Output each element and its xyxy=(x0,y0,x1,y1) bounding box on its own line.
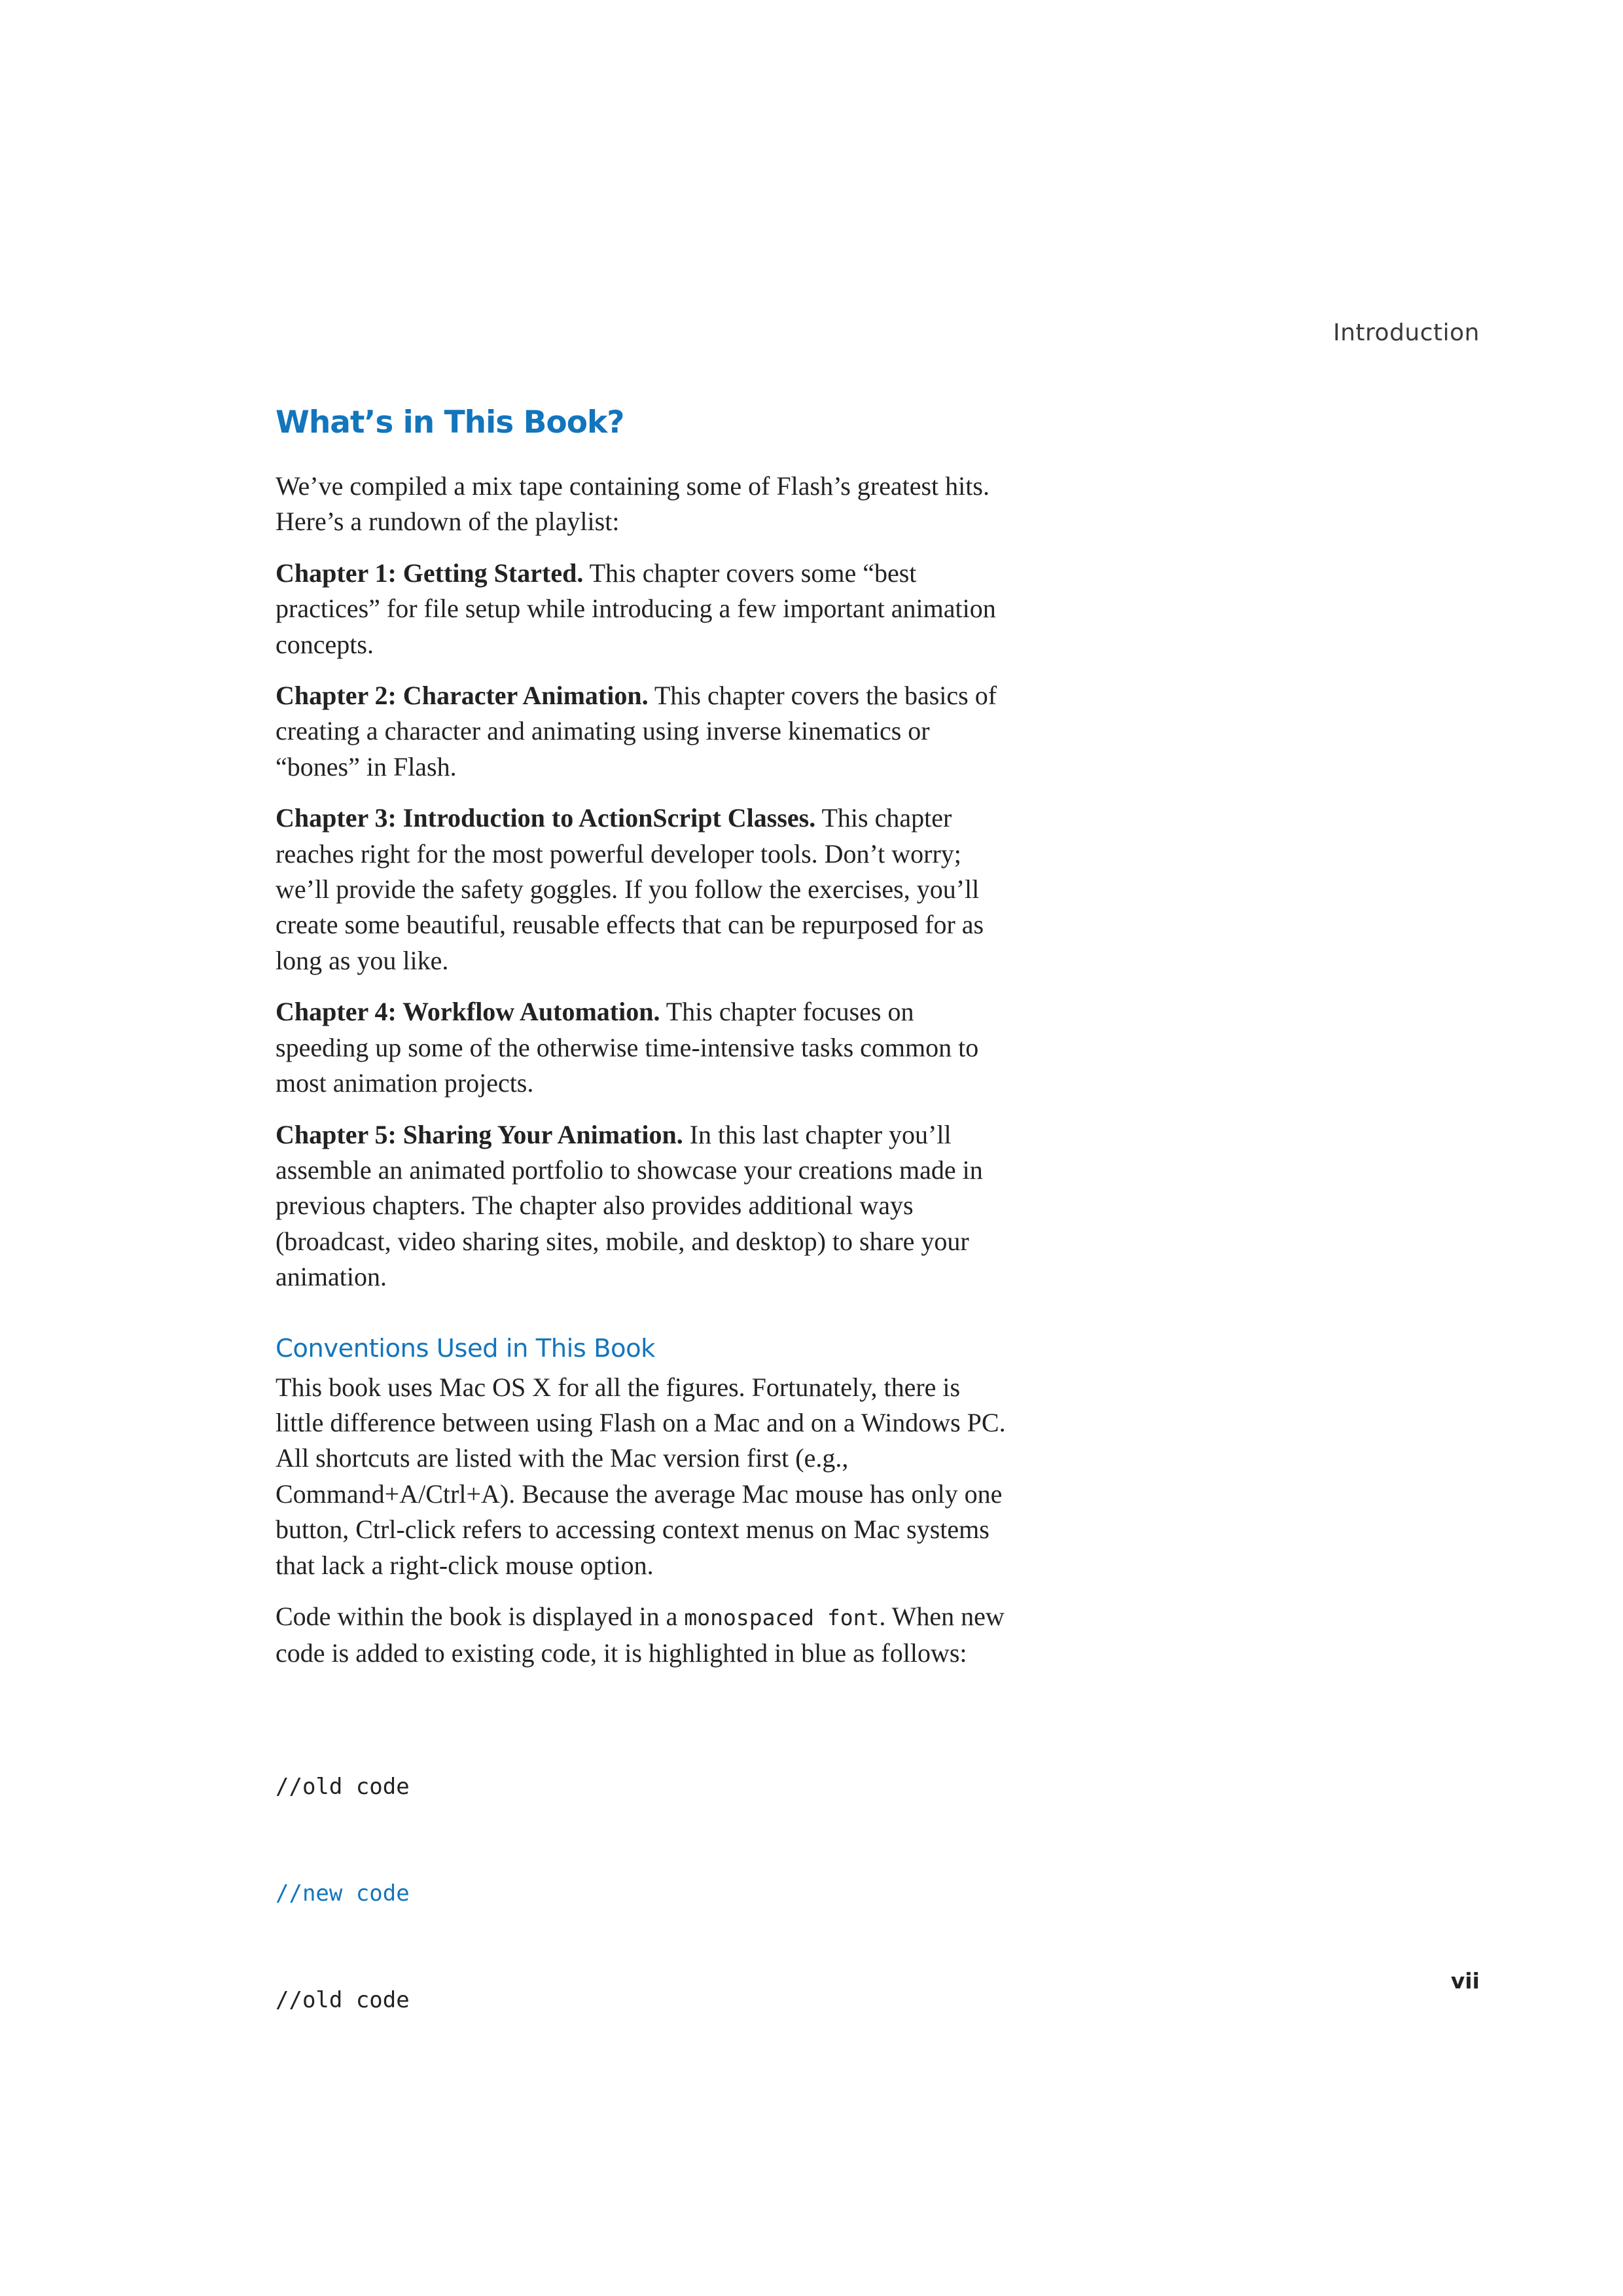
chapter-5-text: In this last chapter you’ll assemble an animated portfolio to showcase your creations made in previous chapters. The chapter also provides additional ways (broadcast, video sharing sites, mobile, and desktop) to share your animation. xyxy=(276,1119,983,1292)
chapter-2-description xyxy=(276,678,1008,785)
chapter-2-title: Chapter 2: Character Animation. xyxy=(276,681,649,711)
running-head: Introduction xyxy=(1332,319,1480,346)
chapter-5-title: Chapter 5: Sharing Your Animation. xyxy=(276,1119,683,1149)
code-line-old: //old code xyxy=(276,1987,410,2013)
conventions-paragraph-1: This book uses Mac OS X for all the figures. Fortunately, there is little difference between using Flash on a Mac and on a Windows PC. All shortcuts are listed with the Mac version first (e.g., Command+A/Ctrl+A). Because the average Mac mouse has only one button, Ctrl-click refers to accessing context menus on Mac systems that lack a right-click mouse option. xyxy=(276,1372,1006,1580)
chapter-4-description xyxy=(276,994,1008,1101)
chapter-5-description xyxy=(276,1117,1008,1295)
page-number: vii xyxy=(1450,1968,1480,1994)
code-sample-block xyxy=(276,1698,1008,2089)
inline-code-sample: monospaced font xyxy=(684,1604,880,1630)
code-intro-text-continued: . When new code is added to existing code, it is highlighted in blue as follows: xyxy=(276,1601,1005,1668)
chapter-4-text: This chapter focuses on speeding up some of the otherwise time-intensive tasks common to most animation projects. xyxy=(276,997,979,1098)
chapter-2-text: This chapter covers the basics of creating a character and animating using inverse kinematics or “bones” in Flash. xyxy=(276,681,997,781)
chapter-3-text: This chapter reaches right for the most powerful developer tools. Don’t worry; we’ll provide the safety goggles. If you follow the exercises, you’ll create some beautiful, reusable effects that can be repurposed for as long as you like. xyxy=(276,803,984,975)
conventions-paragraph-2 xyxy=(276,1599,1008,1672)
code-line-new: //new code xyxy=(276,1880,410,1907)
conventions-heading: Conventions Used in This Book xyxy=(276,1333,655,1363)
intro-paragraph: We’ve compiled a mix tape containing some of Flash’s greatest hits. Here’s a rundown of the playlist: xyxy=(276,471,990,537)
section-title: What’s in This Book? xyxy=(276,404,624,440)
chapter-3-description xyxy=(276,800,1008,978)
code-line-old: //old code xyxy=(276,1773,410,1800)
chapter-4-title: Chapter 4: Workflow Automation. xyxy=(276,997,660,1027)
chapter-1-description xyxy=(276,556,1008,662)
chapter-1-text: This chapter covers some “best practices” for file setup while introducing a few important animation concepts. xyxy=(276,558,996,659)
chapter-3-title: Chapter 3: Introduction to ActionScript Classes. xyxy=(276,803,816,833)
page-content xyxy=(276,401,1008,2089)
code-intro-text: Code within the book is displayed in a xyxy=(276,1601,685,1631)
chapter-1-title: Chapter 1: Getting Started. xyxy=(276,558,584,588)
